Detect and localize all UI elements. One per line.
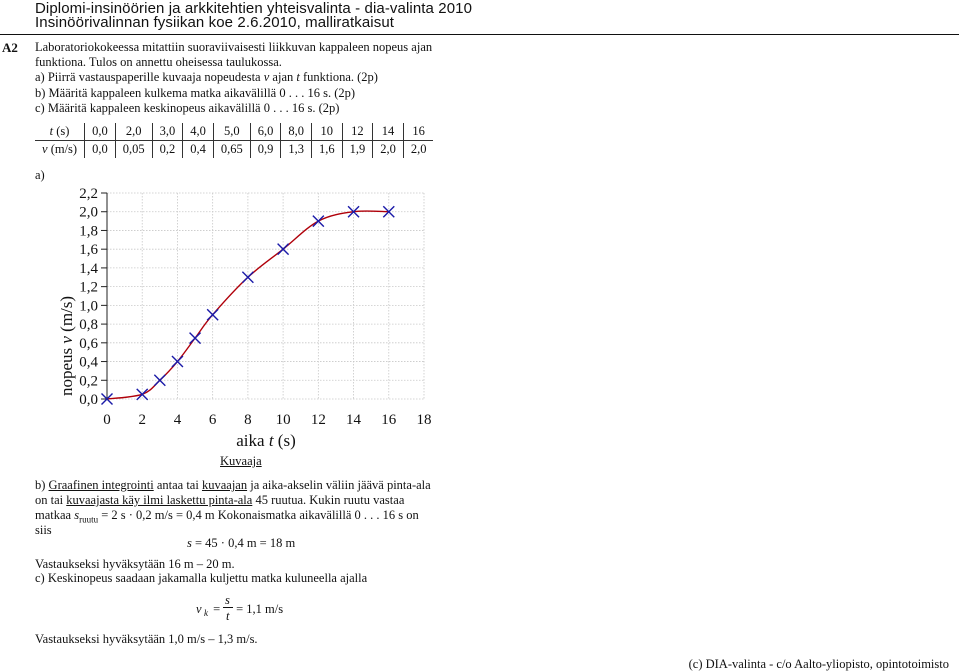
table-row-velocity (35, 141, 433, 159)
answer-b-line3: matkaa $s_{ruutu} = 2$ s · 0,2 m/s = 0,4 m Kokonaismatka aikavälillä 0 . . . 16 s on (35, 508, 419, 525)
footer-copyright: (c) DIA-valinta - c/o Aalto-yliopisto, opintotoimisto (688, 657, 949, 671)
part-a-mid: ajan (269, 70, 297, 84)
table-cell: 1,9 (342, 141, 373, 159)
table-cell: 1,6 (311, 141, 342, 159)
y-tick-labels (79, 186, 98, 408)
x-tick-label: 8 (244, 412, 252, 428)
y-tick-label: 0,0 (79, 392, 98, 408)
x-tick-label: 14 (346, 412, 362, 428)
table-cell: 0,0 (85, 123, 116, 141)
table-cell: 8,0 (281, 123, 312, 141)
answer-c-accepted: Vastaukseksi hyväksytään 1,0 m/s – 1,3 m/s. (35, 632, 258, 646)
answer-b-line2: on tai kuvaajasta käy ilmi laskettu pinta-ala 45 ruutua. Kukin ruutu vastaa (35, 493, 405, 507)
table-cell: 0,4 (183, 141, 214, 159)
answer-b-equation: s = 45 · 0,4 m = 18 m (187, 536, 296, 550)
answer-a-label: a) (35, 168, 45, 182)
table-cell: 2,0 (115, 123, 152, 141)
y-tick-label: 1,2 (79, 279, 98, 296)
x-tick-label: 12 (310, 412, 326, 428)
problem-label: A2 (2, 40, 18, 55)
table-cell: 12 (342, 123, 373, 141)
x-tick-label: 16 (381, 412, 397, 428)
problem-part-b: b) Määritä kappaleen kulkema matka aikavälillä 0 . . . 16 s. (2p) (35, 86, 356, 100)
x-tick-label: 6 (208, 412, 217, 428)
table-row-label: t (s) (35, 123, 85, 141)
table-cell: 2,0 (403, 141, 433, 159)
answer-b-line1: b) Graafinen integrointi antaa tai kuvaajan ja aika-akselin väliin jäävä pinta-ala (35, 478, 431, 492)
header-title-line1: Diplomi-insinöörien ja arkkitehtien yhteisvalinta - dia-valinta 2010 (35, 0, 473, 17)
table-cell: 0,9 (250, 141, 281, 159)
link-graafinen-integrointi[interactable]: Graafinen integrointi (48, 478, 154, 492)
problem-part-c: c) Määritä kappaleen keskinopeus aikavälillä 0 . . . 16 s. (2p) (35, 101, 340, 115)
y-tick-label: 0,4 (79, 354, 98, 371)
answer-b-line4: siis (35, 523, 52, 537)
answer-b-accepted: Vastaukseksi hyväksytään 16 m – 20 m. (35, 557, 235, 571)
y-axis-label: nopeus v (m/s) (57, 295, 76, 397)
problem-intro-line2: funktiona. Tulos on annettu oheisessa taulukossa. (35, 55, 282, 69)
x-tick-labels (103, 412, 431, 428)
x-tick-label: 0 (103, 412, 111, 428)
table-cell: 2,0 (373, 141, 404, 159)
data-point (190, 333, 201, 344)
x-tick-label: 4 (173, 412, 182, 428)
y-tick-label: 0,6 (79, 335, 98, 352)
part-a-post: funktiona. (2p) (299, 70, 378, 84)
chart-caption: Kuvaaja (220, 454, 262, 468)
x-tick-label: 18 (416, 412, 432, 428)
y-tick-label: 1,4 (79, 260, 98, 277)
answer-b-prefix: b) (35, 478, 49, 492)
table-cell: 3,0 (152, 123, 183, 141)
y-tick-label: 1,8 (79, 223, 98, 240)
answer-c-intro: c) Keskinopeus saadaan jakamalla kuljettu matka kuluneella ajalla (35, 571, 368, 585)
x-tick-label: 2 (138, 412, 146, 428)
link-kuvaajasta[interactable]: kuvaajasta käy ilmi laskettu pinta-ala (66, 493, 253, 507)
table-cell: 10 (311, 123, 342, 141)
y-tick-label: 2,0 (79, 204, 98, 221)
velocity-chart (0, 180, 460, 470)
table-row-label: v (m/s) (42, 142, 78, 156)
y-tick-label: 0,8 (79, 317, 98, 334)
y-tick-label: 1,0 (79, 298, 98, 315)
part-a-t: t (296, 70, 300, 84)
table-row-time (35, 123, 433, 141)
table-cell: 4,0 (183, 123, 214, 141)
problem-intro-line1: Laboratoriokokeessa mitattiin suoraviivaisesti liikkuvan kappaleen nopeus ajan (35, 40, 433, 54)
x-axis-label: aika t (s) (236, 431, 296, 450)
chart-grid (101, 193, 424, 399)
y-tick-label: 2,2 (79, 186, 98, 202)
table-cell: 0,2 (152, 141, 183, 159)
header-title-line2: Insinöörivalinnan fysiikan koe 2.6.2010, malliratkaisut (35, 14, 395, 31)
link-kuvaajan[interactable]: kuvaajan (201, 478, 248, 492)
table-cell: 0,05 (115, 141, 152, 159)
table-cell: 6,0 (250, 123, 281, 141)
x-tick-label: 10 (275, 412, 291, 428)
table-cell: 0,65 (213, 141, 250, 159)
y-tick-label: 1,6 (79, 242, 98, 259)
table-cell: 1,3 (281, 141, 312, 159)
y-tick-label: 0,2 (79, 373, 98, 390)
part-a-pre: a) Piirrä vastauspaperille kuvaaja nopeudesta (35, 70, 264, 84)
part-a-v: v (263, 70, 270, 84)
data-table (35, 123, 433, 158)
table-cell: 0,0 (85, 141, 116, 159)
problem-part-a (35, 70, 378, 85)
table-cell: 5,0 (213, 123, 250, 141)
table-cell: 16 (403, 123, 433, 141)
header-rule (0, 34, 959, 35)
table-cell: 14 (373, 123, 404, 141)
